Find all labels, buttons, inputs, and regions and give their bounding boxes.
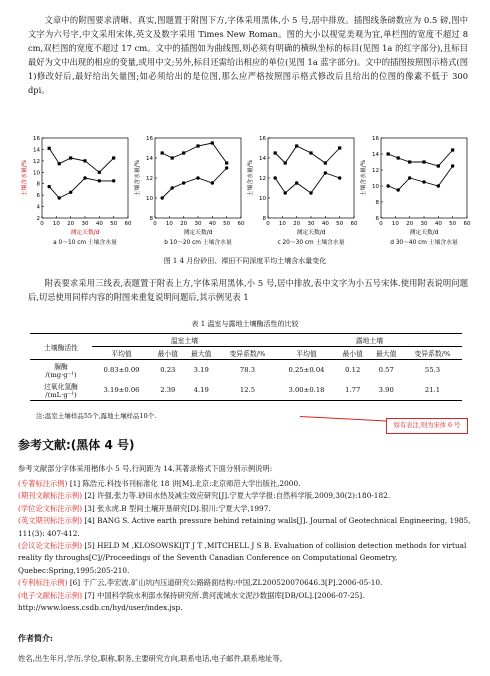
reference-item — [18, 503, 472, 515]
x-tick-label: 30 — [420, 221, 428, 227]
y-tick-label: 8 — [149, 216, 153, 222]
x-tick-label: 60 — [463, 221, 471, 227]
y-tick-label: 6 — [36, 193, 40, 200]
author-body: 姓名,出生年月,学历,学位,职称,职务,主要研究方向,联系电话,电子邮件,联系地址等。 — [18, 654, 287, 663]
data-table — [30, 333, 462, 401]
series-line — [162, 143, 227, 163]
y-tick-label: 8 — [375, 200, 379, 206]
reference-text: 于广云,李宏波.矿山坑内压道研究公路路面结构:中国,ZL200520070646.3[P].2006-05-10. — [82, 578, 383, 588]
stub-header: 土壤酶活性 — [30, 334, 92, 360]
reference-item — [18, 540, 472, 577]
data-point — [112, 179, 115, 182]
x-tick-label: 60 — [124, 221, 132, 227]
series-line — [275, 146, 340, 163]
y-tick-label: 6 — [375, 216, 379, 222]
column-header: 最小值 — [151, 347, 184, 360]
table-cell: 78.3 — [239, 366, 256, 374]
x-tick-label: 50 — [336, 221, 344, 227]
callout-leader-line — [300, 416, 386, 421]
data-point — [182, 151, 185, 154]
data-point — [387, 152, 390, 155]
paragraph-tables — [28, 276, 468, 304]
x-tick-label: 50 — [449, 221, 457, 227]
author-heading: 作者简介: — [18, 633, 53, 643]
x-tick-label: 0 — [40, 221, 44, 227]
table-cell: 0.25±0.04 — [288, 366, 325, 374]
y-tick-label: 14 — [146, 156, 153, 162]
x-tick-label: 50 — [223, 221, 231, 227]
series-line — [49, 148, 114, 172]
data-point — [309, 151, 312, 154]
table-cell: 4.19 — [185, 380, 218, 401]
data-point — [98, 179, 101, 182]
reference-text: 许强,张力等.砂田水热及减尘效应研究[J].宁夏大学学报:自然科学版,2009,30(2):180-182. — [97, 491, 391, 501]
data-point — [273, 176, 276, 179]
x-axis-label: 测定天数/d — [70, 230, 100, 236]
data-point — [408, 176, 411, 179]
column-header: 变异系数/% — [403, 347, 462, 360]
x-tick-label: 0 — [266, 221, 270, 227]
panel-subcaption: d 30～40 cm 土壤含水量 — [390, 240, 458, 246]
paragraph-figures — [28, 13, 468, 97]
x-tick-label: 0 — [153, 221, 157, 227]
x-tick-label: 60 — [350, 221, 358, 227]
chart-svg-a — [20, 132, 132, 250]
y-tick-label: 10 — [372, 184, 379, 190]
reference-item — [18, 478, 472, 490]
reference-tag: (英文期刊标注示例) — [18, 516, 83, 526]
table-cell: 0.57 — [378, 366, 394, 374]
reference-tag: (会议论文标注示例) — [18, 541, 83, 551]
data-point — [196, 176, 199, 179]
data-point — [58, 196, 61, 199]
data-point — [309, 191, 312, 194]
reference-item — [18, 515, 472, 540]
reference-text: 张永虎.B 型间土壤开垦研究[D].银川:宁夏大学,1997. — [97, 503, 271, 513]
reference-item — [18, 590, 472, 615]
column-header: 最小值 — [336, 347, 369, 360]
x-tick-label: 20 — [67, 221, 75, 227]
y-tick-label: 12 — [33, 158, 40, 165]
data-point — [437, 164, 440, 167]
data-point — [295, 181, 298, 184]
table-cell: 2.39 — [151, 380, 184, 401]
data-point — [83, 176, 86, 179]
data-point — [160, 196, 163, 199]
data-point — [274, 151, 277, 154]
x-tick-label: 10 — [278, 221, 286, 227]
x-tick-label: 20 — [406, 221, 414, 227]
y-tick-label: 16 — [259, 136, 266, 142]
data-point — [161, 151, 164, 154]
chart-panel-c — [246, 132, 358, 250]
data-point — [211, 181, 214, 184]
x-axis-label: 测定天数/d — [409, 230, 439, 236]
data-point — [284, 191, 287, 194]
x-tick-label: 20 — [293, 221, 301, 227]
x-tick-label: 50 — [110, 221, 118, 227]
y-tick-label: 16 — [146, 136, 153, 142]
row-unit: /(mL·g⁻¹) — [45, 391, 77, 399]
reference-number: [2] — [84, 491, 95, 501]
y-tick-label: 8 — [36, 181, 40, 188]
y-tick-label: 8 — [262, 216, 266, 222]
row-unit: /(mg·g⁻¹) — [45, 371, 77, 379]
table-title: 表 1 温室与露地土壤酶活性的比较 — [191, 320, 299, 328]
y-axis-label: 土壤含水量/% — [361, 159, 367, 197]
data-point — [422, 160, 425, 163]
data-point — [211, 141, 214, 144]
reference-number: [4] — [84, 516, 95, 526]
y-tick-label: 16 — [372, 136, 379, 142]
y-axis-label: 土壤含水量/% — [22, 159, 28, 197]
y-tick-label: 10 — [146, 196, 153, 202]
y-tick-label: 12 — [372, 168, 379, 174]
paragraph-tables-text: 附表要求采用三线表,表题置于附表上方,字体采用黑体,小 5 号,居中排放,表中文字为小五号宋体.使用附表说明问题后,切忌使用同样内容的附图来重复说明问题后,其示例见表 1 — [28, 278, 468, 302]
y-tick-label: 2 — [36, 216, 40, 222]
data-point — [408, 160, 411, 163]
row-name: 过氧化氢酶 — [44, 383, 78, 391]
data-point — [182, 181, 185, 184]
data-point — [338, 176, 341, 179]
table-note: 注:温室土壤样品55个,露地土壤样品10个. — [36, 412, 157, 420]
data-point — [112, 156, 115, 159]
reference-text: 陈浩元.科技书刊标准化 18 讲[M].北京:北京师范大学出版社,2000. — [82, 479, 301, 488]
x-axis-label: 测定天数/d — [183, 230, 213, 236]
data-point — [83, 159, 86, 162]
table-cell: 12.5 — [218, 380, 277, 401]
column-header: 平均值 — [92, 347, 151, 360]
panel-subcaption: c 20～30 cm 土壤含水量 — [277, 240, 345, 246]
column-header: 平均值 — [277, 347, 336, 360]
data-point — [171, 156, 174, 159]
y-tick-label: 14 — [372, 152, 379, 158]
data-point — [69, 191, 72, 194]
x-tick-label: 20 — [180, 221, 188, 227]
data-point — [386, 184, 389, 187]
x-tick-label: 10 — [52, 221, 60, 227]
data-point — [324, 161, 327, 164]
x-tick-label: 30 — [81, 221, 89, 227]
table-cell: 3.19 — [193, 366, 209, 374]
y-tick-label: 10 — [33, 170, 40, 177]
data-point — [451, 148, 454, 151]
data-point — [397, 156, 400, 159]
data-point — [225, 161, 228, 164]
reference-text: HELD M ,KLOSOWSKIJT J T ,MITCHELL J S B. Evaluation of collision detection methods for virtual reality fly throughs[C]//Proceedings of the Seventh Canadian Conference on Computational Geometry, Quebec:Spring,1995:205-210. — [18, 541, 467, 575]
x-tick-label: 0 — [379, 221, 383, 227]
data-point — [324, 171, 327, 174]
table-cell: 0.23 — [160, 366, 176, 374]
row-label — [30, 380, 92, 401]
references-list — [18, 478, 472, 614]
data-point — [422, 180, 425, 183]
table-cell: 0.12 — [345, 366, 361, 374]
y-tick-label: 12 — [146, 176, 153, 182]
series-line — [162, 168, 227, 198]
y-tick-label: 14 — [33, 147, 40, 154]
data-point — [58, 162, 61, 165]
x-tick-label: 60 — [237, 221, 245, 227]
chart-panel-d — [359, 132, 471, 250]
y-axis-label: 土壤含水量/% — [135, 159, 141, 197]
column-header: 最大值 — [185, 347, 218, 360]
reference-text: BANG S. Active earth pressure behind retaining walls[J]. Journal of Geotechnical Engineering, 1985, 111(3): 407-412. — [18, 516, 471, 538]
x-axis-label: 测定天数/d — [296, 230, 326, 236]
y-tick-label: 16 — [33, 136, 40, 142]
panel-subcaption: a 0～10 cm 土壤含水量 — [53, 240, 117, 246]
data-point — [451, 164, 454, 167]
chart-panel-b — [133, 132, 245, 250]
reference-tag: (电子文献标注示例) — [18, 590, 83, 600]
x-tick-label: 40 — [208, 221, 216, 227]
x-tick-label: 10 — [391, 221, 399, 227]
y-tick-label: 14 — [259, 156, 266, 162]
reference-tag: (期刊文献标注示例) — [18, 491, 83, 501]
table-cell: 55.3 — [424, 366, 441, 374]
group-header-open-field: 露地土壤 — [277, 334, 462, 347]
data-point — [284, 161, 287, 164]
data-point — [48, 147, 51, 150]
data-point — [171, 186, 174, 189]
column-header: 变异系数/% — [218, 347, 277, 360]
table-cell: 3.19±0.06 — [92, 380, 151, 401]
data-point — [397, 188, 400, 191]
reference-item — [18, 577, 472, 589]
series-line — [388, 166, 453, 190]
reference-number: [7] — [84, 590, 95, 600]
reference-tag: (学位论文标注示例) — [18, 503, 83, 513]
group-header-greenhouse: 温室土壤 — [92, 334, 277, 347]
paragraph-figures-text: 文章中的附图要求清晰、真实,图题置于附图下方,字体采用黑体,小 5 号,居中排放。插图线条磅数应为 0.5 磅,图中文字为六号字,中文采用宋体,英文及数字采用 Times New Roman。图的大小以视觉美观为宜,单栏图的宽度不超过 8 cm,双栏图的宽度不超过 17 cm。文中的插图如为曲线图,则必须有明确的横纵坐标的标目(见图 1a 的红字部分),且标目最好为文中出现的相应的变量,或用中文;另外,标目还需给出相应的单位(见图 1a 蓝字部分)。文中的插图按照图示格式(图 1)修改好后,最好给出矢量图;如必须给出的是位图,那么应严格按照图示格式修改后且给出的位图的像素不低于 300 dpi。 — [28, 15, 468, 95]
x-tick-label: 30 — [194, 221, 202, 227]
reference-number: [3] — [84, 503, 95, 513]
reference-tag: (专利标注示例) — [18, 578, 68, 588]
table-row — [30, 380, 462, 401]
reference-number: [6] — [69, 578, 81, 588]
y-tick-label: 4 — [36, 204, 40, 211]
x-tick-label: 40 — [321, 221, 329, 227]
x-tick-label: 10 — [165, 221, 173, 227]
table-row — [30, 360, 462, 381]
data-point — [338, 146, 341, 149]
data-point — [437, 184, 440, 187]
reference-tag: (专著标注示例) — [18, 479, 68, 488]
data-point — [196, 144, 199, 147]
reference-text: 中国科学院水利部水保持研究所.黄河流域水文泥沙数据库[DB/OL].[2006-07-25]. http://www.loess.csdb.cn/hyd/user/index.jsp. — [18, 590, 365, 613]
x-tick-label: 40 — [434, 221, 442, 227]
series-line — [275, 173, 340, 193]
table-cell: 3.90 — [369, 380, 402, 401]
table-cell: 1.77 — [336, 380, 369, 401]
column-header: 最大值 — [369, 347, 402, 360]
table-cell: 0.83±0.09 — [103, 366, 140, 374]
data-point — [225, 166, 228, 169]
references-intro: 参考文献部分字体采用楷体小 5 号,行间距为 14,其著录格式下面分别示例说明: — [18, 464, 273, 473]
series-line — [49, 178, 114, 198]
x-tick-label: 40 — [95, 221, 103, 227]
row-label — [30, 360, 92, 381]
data-point — [69, 156, 72, 159]
data-point — [295, 144, 298, 147]
reference-item — [18, 490, 472, 502]
panel-subcaption: b 10～20 cm 土壤含水量 — [164, 240, 232, 246]
chart-svg-d — [359, 132, 471, 250]
y-axis-label: 土壤含水量/% — [248, 159, 254, 197]
table-note-callout: 如有表注,则为宋体 6 号 — [386, 418, 468, 434]
reference-number: [1] — [69, 479, 81, 488]
x-tick-label: 30 — [307, 221, 315, 227]
figure-caption: 图 1 4 月份砂田、裸田不同深度平均土壤含水量变化 — [163, 257, 327, 265]
chart-svg-c — [246, 132, 358, 250]
chart-panel-a — [20, 132, 132, 250]
y-tick-label: 12 — [259, 176, 266, 182]
references-heading: 参考文献:(黑体 4 号) — [18, 438, 135, 452]
reference-number: [5] — [84, 541, 95, 551]
table-cell: 3.00±0.18 — [277, 380, 336, 401]
data-point — [98, 171, 101, 174]
row-name: 脲酶 — [54, 363, 68, 371]
data-point — [47, 185, 50, 188]
table-cell: 21.1 — [403, 380, 462, 401]
y-tick-label: 10 — [259, 196, 266, 202]
chart-svg-b — [133, 132, 245, 250]
